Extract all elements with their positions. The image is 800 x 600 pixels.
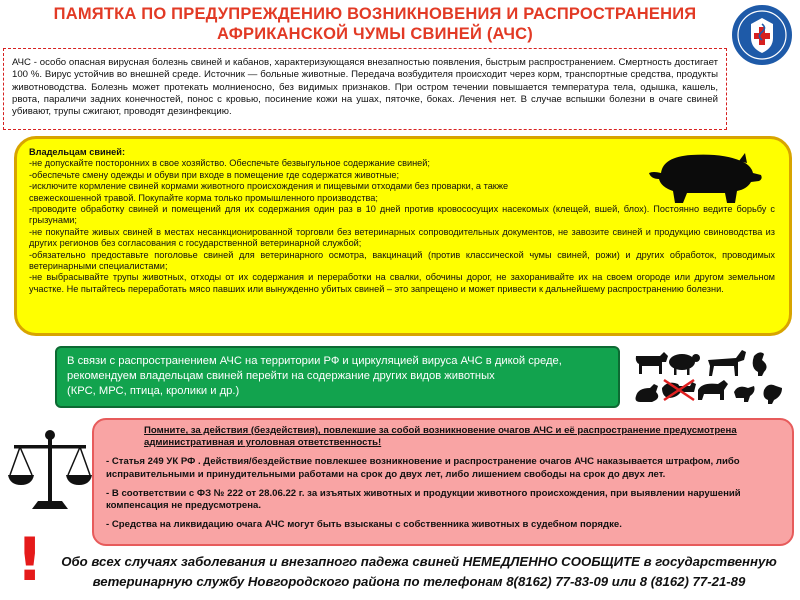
owners-line: -не выбрасывайте трупы животных, отходы от их содержания и переработки на свалки, обочины дорог, не захоранивайте их на своем огороде или другом земельном участке. Не пытайтесь переработать мясо павших или вынужденно убитых свиней – это запрещено и может привести к дальнейшему распространению болезни.: [29, 272, 775, 294]
veterinary-emblem-icon: [729, 2, 795, 68]
recommendation-box: [55, 346, 620, 408]
page-title: [30, 4, 720, 44]
liability-item-3: - Средства на ликвидацию очага АЧС могут быть взысканы с собственника животных в судебном порядке.: [106, 519, 622, 531]
recommendation-line-1: В связи с распространением АЧС на территории РФ и циркуляцией вируса АЧС в дикой среде,: [67, 355, 562, 367]
liability-item-1: - Статья 249 УК РФ . Действия/бездействие повлекшее возникновение и распространение очагов АЧС наказывается штрафом, либо исправительными и принудительными работами на срок до двух лет, либо лишением свободы на срок до двух лет.: [106, 456, 740, 480]
intro-text: АЧС - особо опасная вирусная болезнь свиней и кабанов, характеризующаяся внезапностью появления, быстрым распространением. Смертность достигает 100 %. Вирус устойчив во внешней среде. Источник — больные животные. Передача возбудителя происходит через корм, транспортные средства, продукты животноводства. Болезнь может протекать молниеносно, без видимых признаков. При остром течении повышается температура тела, одышка, кашель, рвота, параличи задних конечностей, понос с кровью, посинение кожи на ушах, пяточке, боках. Лечения нет. В случае вспышки болезни в очаге свиней убивают, трупы сжигают, проводят дезинфекцию.: [3, 48, 727, 130]
report-notice: [44, 552, 794, 592]
owners-heading: Владельцам свиней:: [29, 147, 125, 157]
owners-line: -не покупайте живых свиней в местах несанкционированной торговли без ветеринарных сопроводительных документов, не завозите свиней и продукцию свиноводства из других регионов без согласования с государственной ветеринарной службой;: [29, 226, 775, 249]
owners-line: -не допускайте посторонних в свое хозяйство. Обеспечьте безвыгульное содержание свиней;: [29, 158, 430, 169]
liability-box: [92, 418, 794, 546]
liability-item-2: - В соответствии с ФЗ № 222 от 28.06.22 г. за изъятых животных и продукции животного происхождения, при выявлении нарушений компенсация не предусмотрена.: [106, 487, 741, 512]
pig-silhouette-icon: [643, 147, 763, 205]
liability-lead: Помните, за действия (бездействия), повлекшие за собой возникновение очагов АЧС и её распространение предусмотрена административная и уголовная ответственность!: [144, 425, 737, 449]
scales-of-justice-icon: [6, 425, 94, 517]
owners-line: -обязательно предоставьте поголовье свиней для ветеринарного осмотра, вакцинаций (против классической чумы свиней, рожи) и других обработок, проводимых ветеринарными специалистами;: [29, 249, 775, 272]
owners-line: -проводите обработку свиней и помещений для их содержания один раз в 10 дней против кровососущих насекомых (клещей, вшей, блох). Постоянно ведите борьбу с грызунами;: [29, 204, 775, 226]
farm-animals-icon: [632, 346, 788, 418]
owners-line: -обеспечьте смену одежды и обуви при входе в помещение где содержатся животные;: [29, 169, 400, 180]
owners-line: свежескошенной травой. Покупайте корма только промышленного производства;: [29, 192, 378, 203]
report-notice-line-2: ветеринарную службу Новгородского района по телефонам 8(8162) 77-83-09 или 8 (8162) 77-21-89: [92, 574, 746, 589]
recommendation-line-2: рекомендуем владельцам свиней перейти на содержание других видов животных: [67, 370, 495, 382]
owners-line: -исключите кормление свиней кормами животного происхождения и пищевыми отходами без проварки, а также: [29, 181, 509, 192]
report-notice-line-1: Обо всех случаях заболевания и внезапного падежа свиней НЕМЕДЛЕННО СООБЩИТЕ в государственную: [61, 554, 777, 569]
title-line-2: АФРИКАНСКОЙ ЧУМЫ СВИНЕЙ (АЧС): [217, 25, 533, 43]
owners-advice-box: [14, 136, 792, 336]
recommendation-line-3: (КРС, МРС, птица, кролики и др.): [67, 385, 240, 397]
title-line-1: ПАМЯТКА ПО ПРЕДУПРЕЖДЕНИЮ ВОЗНИКНОВЕНИЯ И РАСПРОСТРАНЕНИЯ: [53, 5, 697, 23]
exclamation-icon: !: [16, 525, 44, 595]
